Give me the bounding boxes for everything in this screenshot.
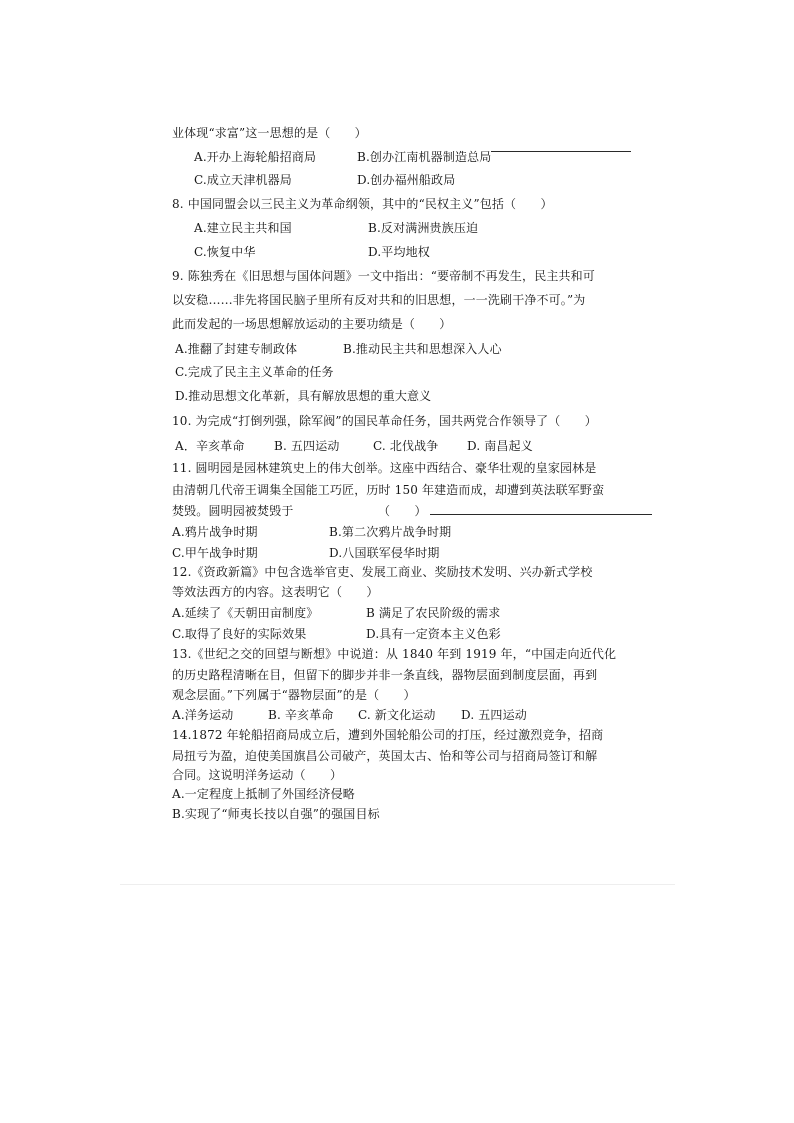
- q8-option-d: D.平均地权: [368, 245, 430, 259]
- q11-answer-blank: （ ）: [378, 504, 427, 518]
- q14-stem-line-3: 合同。这说明洋务运动（ ）: [172, 768, 343, 782]
- q9-option-d: D.推动思想文化革新，具有解放思想的重大意义: [175, 389, 432, 403]
- q8-stem: 8. 中国同盟会以三民主义为革命纲领，其中的“民权主义”包括（ ）: [172, 197, 553, 211]
- q11-stem-line-3: 焚毁。圆明园被焚毁于: [172, 504, 294, 518]
- q13-option-a: A.洋务运动: [172, 708, 234, 722]
- q12-stem-line-2: 等效法西方的内容。这表明它（ ）: [172, 585, 379, 599]
- q7-option-d: D.创办福州船政局: [357, 173, 456, 187]
- q12-stem-line-1: 12.《资政新篇》中包含选举官吏、发展工商业、奖励技术发明、兴办新式学校: [172, 565, 593, 579]
- q11-option-d: D.八国联军侵华时期: [329, 546, 440, 560]
- q13-option-b: B. 辛亥革命: [268, 708, 334, 722]
- q11-option-c: C.甲午战争时期: [172, 546, 258, 560]
- q11-option-b: B.第二次鸦片战争时期: [329, 525, 452, 539]
- q9-option-b: B.推动民主共和思想深入人心: [343, 342, 502, 356]
- q9-stem-line-3: 此而发起的一场思想解放运动的主要功绩是（ ）: [172, 317, 452, 331]
- q12-option-c: C.取得了良好的实际效果: [172, 627, 307, 641]
- scan-mark-line: [430, 514, 652, 515]
- q13-option-d: D. 五四运动: [461, 708, 527, 722]
- q7-option-a: A.开办上海轮船招商局: [194, 150, 317, 164]
- q13-stem-line-3: 观念层面。”下列属于“器物层面”的是（ ）: [172, 688, 416, 702]
- q7-option-c: C.成立天津机器局: [194, 173, 292, 187]
- q13-stem-line-1: 13.《世纪之交的回望与断想》中说道：从 1840 年到 1919 年，“中国走向近代化: [172, 647, 617, 661]
- q9-stem-line-1: 9. 陈独秀在《旧思想与国体问题》一文中指出：“要帝制不再发生，民主共和可: [172, 269, 595, 283]
- q13-stem-line-2: 的历史路程清晰在目，但留下的脚步并非一条直线，器物层面到制度层面，再到: [172, 668, 598, 682]
- scan-mark-line: [491, 151, 631, 152]
- q11-stem-line-1: 11. 圆明园是园林建筑史上的伟大创举。这座中西结合、豪华壮观的皇家园林是: [172, 461, 597, 475]
- q7-option-b: B.创办江南机器制造总局: [357, 150, 492, 164]
- q7-stem-end: 业体现“求富”这一思想的是（ ）: [172, 126, 367, 140]
- q8-option-b: B.反对满洲贵族压迫: [368, 221, 479, 235]
- q10-option-c: C. 北伐战争: [373, 439, 439, 453]
- q9-option-c: C.完成了民主主义革命的任务: [175, 365, 334, 379]
- q10-option-a: A．辛亥革命: [175, 439, 245, 453]
- q11-option-a: A.鸦片战争时期: [172, 525, 258, 539]
- q8-option-c: C.恢复中华: [194, 245, 256, 259]
- q14-option-a: A.一定程度上抵制了外国经济侵略: [172, 787, 355, 801]
- q9-stem-line-2: 以安稳……非先将国民脑子里所有反对共和的旧思想，一一洗刷干净不可。”为: [172, 293, 586, 307]
- q10-stem: 10. 为完成“打倒列强，除军阀”的国民革命任务，国共两党合作领导了（ ）: [172, 414, 597, 428]
- scan-fold-line: [120, 884, 675, 885]
- q14-stem-line-2: 局扭亏为盈，迫使美国旗昌公司破产，英国太古、怡和等公司与招商局签订和解: [172, 749, 598, 763]
- q12-option-b: B 满足了农民阶级的需求: [366, 606, 501, 620]
- q12-option-d: D.具有一定资本主义色彩: [366, 627, 501, 641]
- q14-option-b: B.实现了“师夷长技以自强”的强国目标: [172, 807, 380, 821]
- q9-option-a: A.推翻了封建专制政体: [175, 342, 298, 356]
- q10-option-d: D. 南昌起义: [467, 439, 533, 453]
- q11-stem-line-2: 由清朝几代帝王调集全国能工巧匠，历时 150 年建造而成，却遭到英法联军野蛮: [172, 483, 605, 497]
- q12-option-a: A.延续了《天朝田亩制度》: [172, 606, 319, 620]
- q14-stem-line-1: 14.1872 年轮船招商局成立后，遭到外国轮船公司的打压，经过激烈竞争，招商: [172, 728, 604, 742]
- q13-option-c: C. 新文化运动: [358, 708, 436, 722]
- q8-option-a: A.建立民主共和国: [194, 221, 292, 235]
- q10-option-b: B. 五四运动: [274, 439, 340, 453]
